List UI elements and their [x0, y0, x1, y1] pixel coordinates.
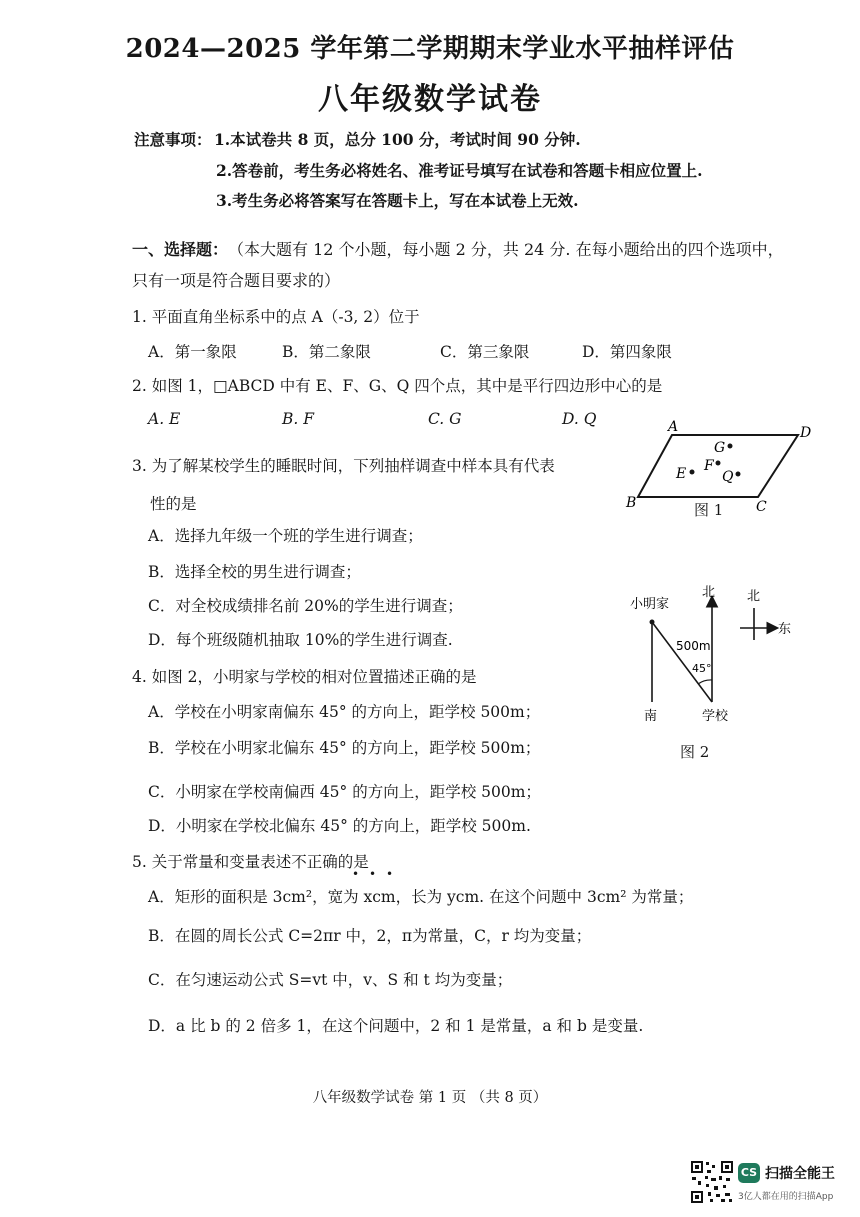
q4-option-d: D．小明家在学校北偏东 45° 的方向上，距学校 500m.	[148, 817, 531, 835]
q2-option-a: A. E	[148, 410, 181, 428]
fig1-label-q: Q	[722, 469, 734, 485]
scanner-tagline: 3亿人都在用的扫描App	[738, 1192, 834, 1202]
section-heading: 一、选择题：	[132, 240, 229, 259]
fig1-point-f	[716, 461, 721, 466]
fig1-label-b: B	[626, 495, 637, 511]
q3-option-d: D．每个班级随机抽取 10%的学生进行调查.	[148, 631, 453, 649]
q2-option-d: D. Q	[562, 410, 597, 428]
fig1-point-e	[690, 470, 695, 475]
fig1-label-a: A	[668, 419, 679, 435]
fig1-label-d: D	[800, 425, 812, 441]
fig1-label-e: E	[676, 466, 687, 482]
q2-option-b: B. F	[282, 410, 314, 428]
fig2-school-label: 学校	[702, 709, 729, 724]
fig2-north-label: 北	[702, 585, 716, 600]
note-item-2: 2.答卷前，考生务必将姓名、准考证号填写在试卷和答题卡相应位置上.	[216, 161, 703, 180]
q5-emphasis-dot-2: •	[369, 867, 377, 881]
q1-option-c: C．第三象限	[440, 343, 530, 361]
fig1-label-f: F	[704, 458, 714, 474]
q5-option-b: B．在圆的周长公式 C=2πr 中，2，π为常量，C，r 均为变量；	[148, 927, 592, 945]
fig1-label-g: G	[714, 440, 726, 456]
fig2-home-label: 小明家	[630, 597, 670, 612]
figure-2-caption: 图 2	[680, 743, 710, 761]
note-item-1: 1.本试卷共 8 页，总分 100 分，考试时间 90 分钟.	[214, 130, 581, 149]
fig2-distance-label: 500m	[676, 639, 711, 653]
q3-option-b: B．选择全校的男生进行调查；	[148, 563, 361, 581]
q5-option-a: A．矩形的面积是 3cm²，宽为 xcm，长为 ycm. 在这个问题中 3cm² 为常量；	[148, 888, 694, 906]
fig2-angle-arc	[698, 680, 712, 684]
fig1-point-q	[736, 472, 741, 477]
q4-stem: 4. 如图 2，小明家与学校的相对位置描述正确的是	[132, 668, 477, 686]
q2-option-c: C. G	[428, 410, 462, 428]
section-desc-line1: （本大题有 12 个小题，每小题 2 分，共 24 分. 在每小题给出的四个选项中，	[228, 240, 784, 259]
notes-label: 注意事项：	[134, 130, 212, 149]
q1-option-d: D．第四象限	[582, 343, 672, 361]
exam-title: 2024—2025 学年第二学期期末学业水平抽样评估	[125, 34, 735, 64]
q3-option-a: A．选择九年级一个班的学生进行调查；	[148, 527, 423, 545]
q3-stem-line2: 性的是	[150, 495, 197, 513]
fig2-compass-north-label: 北	[747, 589, 761, 604]
q4-option-b: B．学校在小明家北偏东 45° 的方向上，距学校 500m；	[148, 739, 541, 757]
page-footer: 八年级数学试卷 第 1 页 （共 8 页）	[312, 1090, 548, 1106]
figure-2-direction-diagram	[620, 580, 800, 730]
fig2-compass-east-label: 东	[778, 622, 792, 637]
qr-code-icon	[690, 1160, 734, 1204]
q3-option-c: C．对全校成绩排名前 20%的学生进行调查；	[148, 597, 463, 615]
note-item-3: 3.考生务必将答案写在答题卡上，写在本试卷上无效.	[216, 191, 579, 210]
q5-emphasis-dot-1: •	[352, 867, 360, 881]
fig1-point-g	[728, 444, 733, 449]
q1-option-a: A．第一象限	[148, 343, 237, 361]
scanner-app-name: 扫描全能王	[765, 1166, 835, 1182]
q1-stem: 1. 平面直角坐标系中的点 A（-3, 2）位于	[132, 308, 420, 326]
q5-option-d: D．a 比 b 的 2 倍多 1，在这个问题中，2 和 1 是常量，a 和 b 是变量.	[148, 1017, 644, 1035]
q4-option-a: A．学校在小明家南偏东 45° 的方向上，距学校 500m；	[148, 703, 541, 721]
q5-option-c: C．在匀速运动公式 S=vt 中，v、S 和 t 均为变量；	[148, 971, 513, 989]
fig1-label-c: C	[756, 499, 767, 515]
section-desc-line2: 只有一项是符合题目要求的）	[132, 271, 341, 290]
q3-stem-line1: 3. 为了解某校学生的睡眠时间，下列抽样调查中样本具有代表	[132, 457, 555, 475]
q1-option-b: B．第二象限	[282, 343, 371, 361]
fig2-angle-label: 45°	[692, 662, 712, 675]
q2-stem: 2. 如图 1，□ABCD 中有 E、F、G、Q 四个点，其中是平行四边形中心的是	[132, 377, 663, 395]
figure-1-caption: 图 1	[694, 501, 724, 519]
q5-emphasis-dots	[0, 866, 860, 881]
fig2-south-label: 南	[644, 709, 658, 724]
q5-emphasis-dot-3: •	[386, 867, 394, 881]
scanner-logo: CS	[738, 1163, 760, 1183]
q5-stem: 5. 关于常量和变量表述不正确的是	[132, 853, 369, 871]
exam-subtitle: 八年级数学试卷	[318, 82, 542, 117]
q4-option-c: C．小明家在学校南偏西 45° 的方向上，距学校 500m；	[148, 783, 541, 801]
